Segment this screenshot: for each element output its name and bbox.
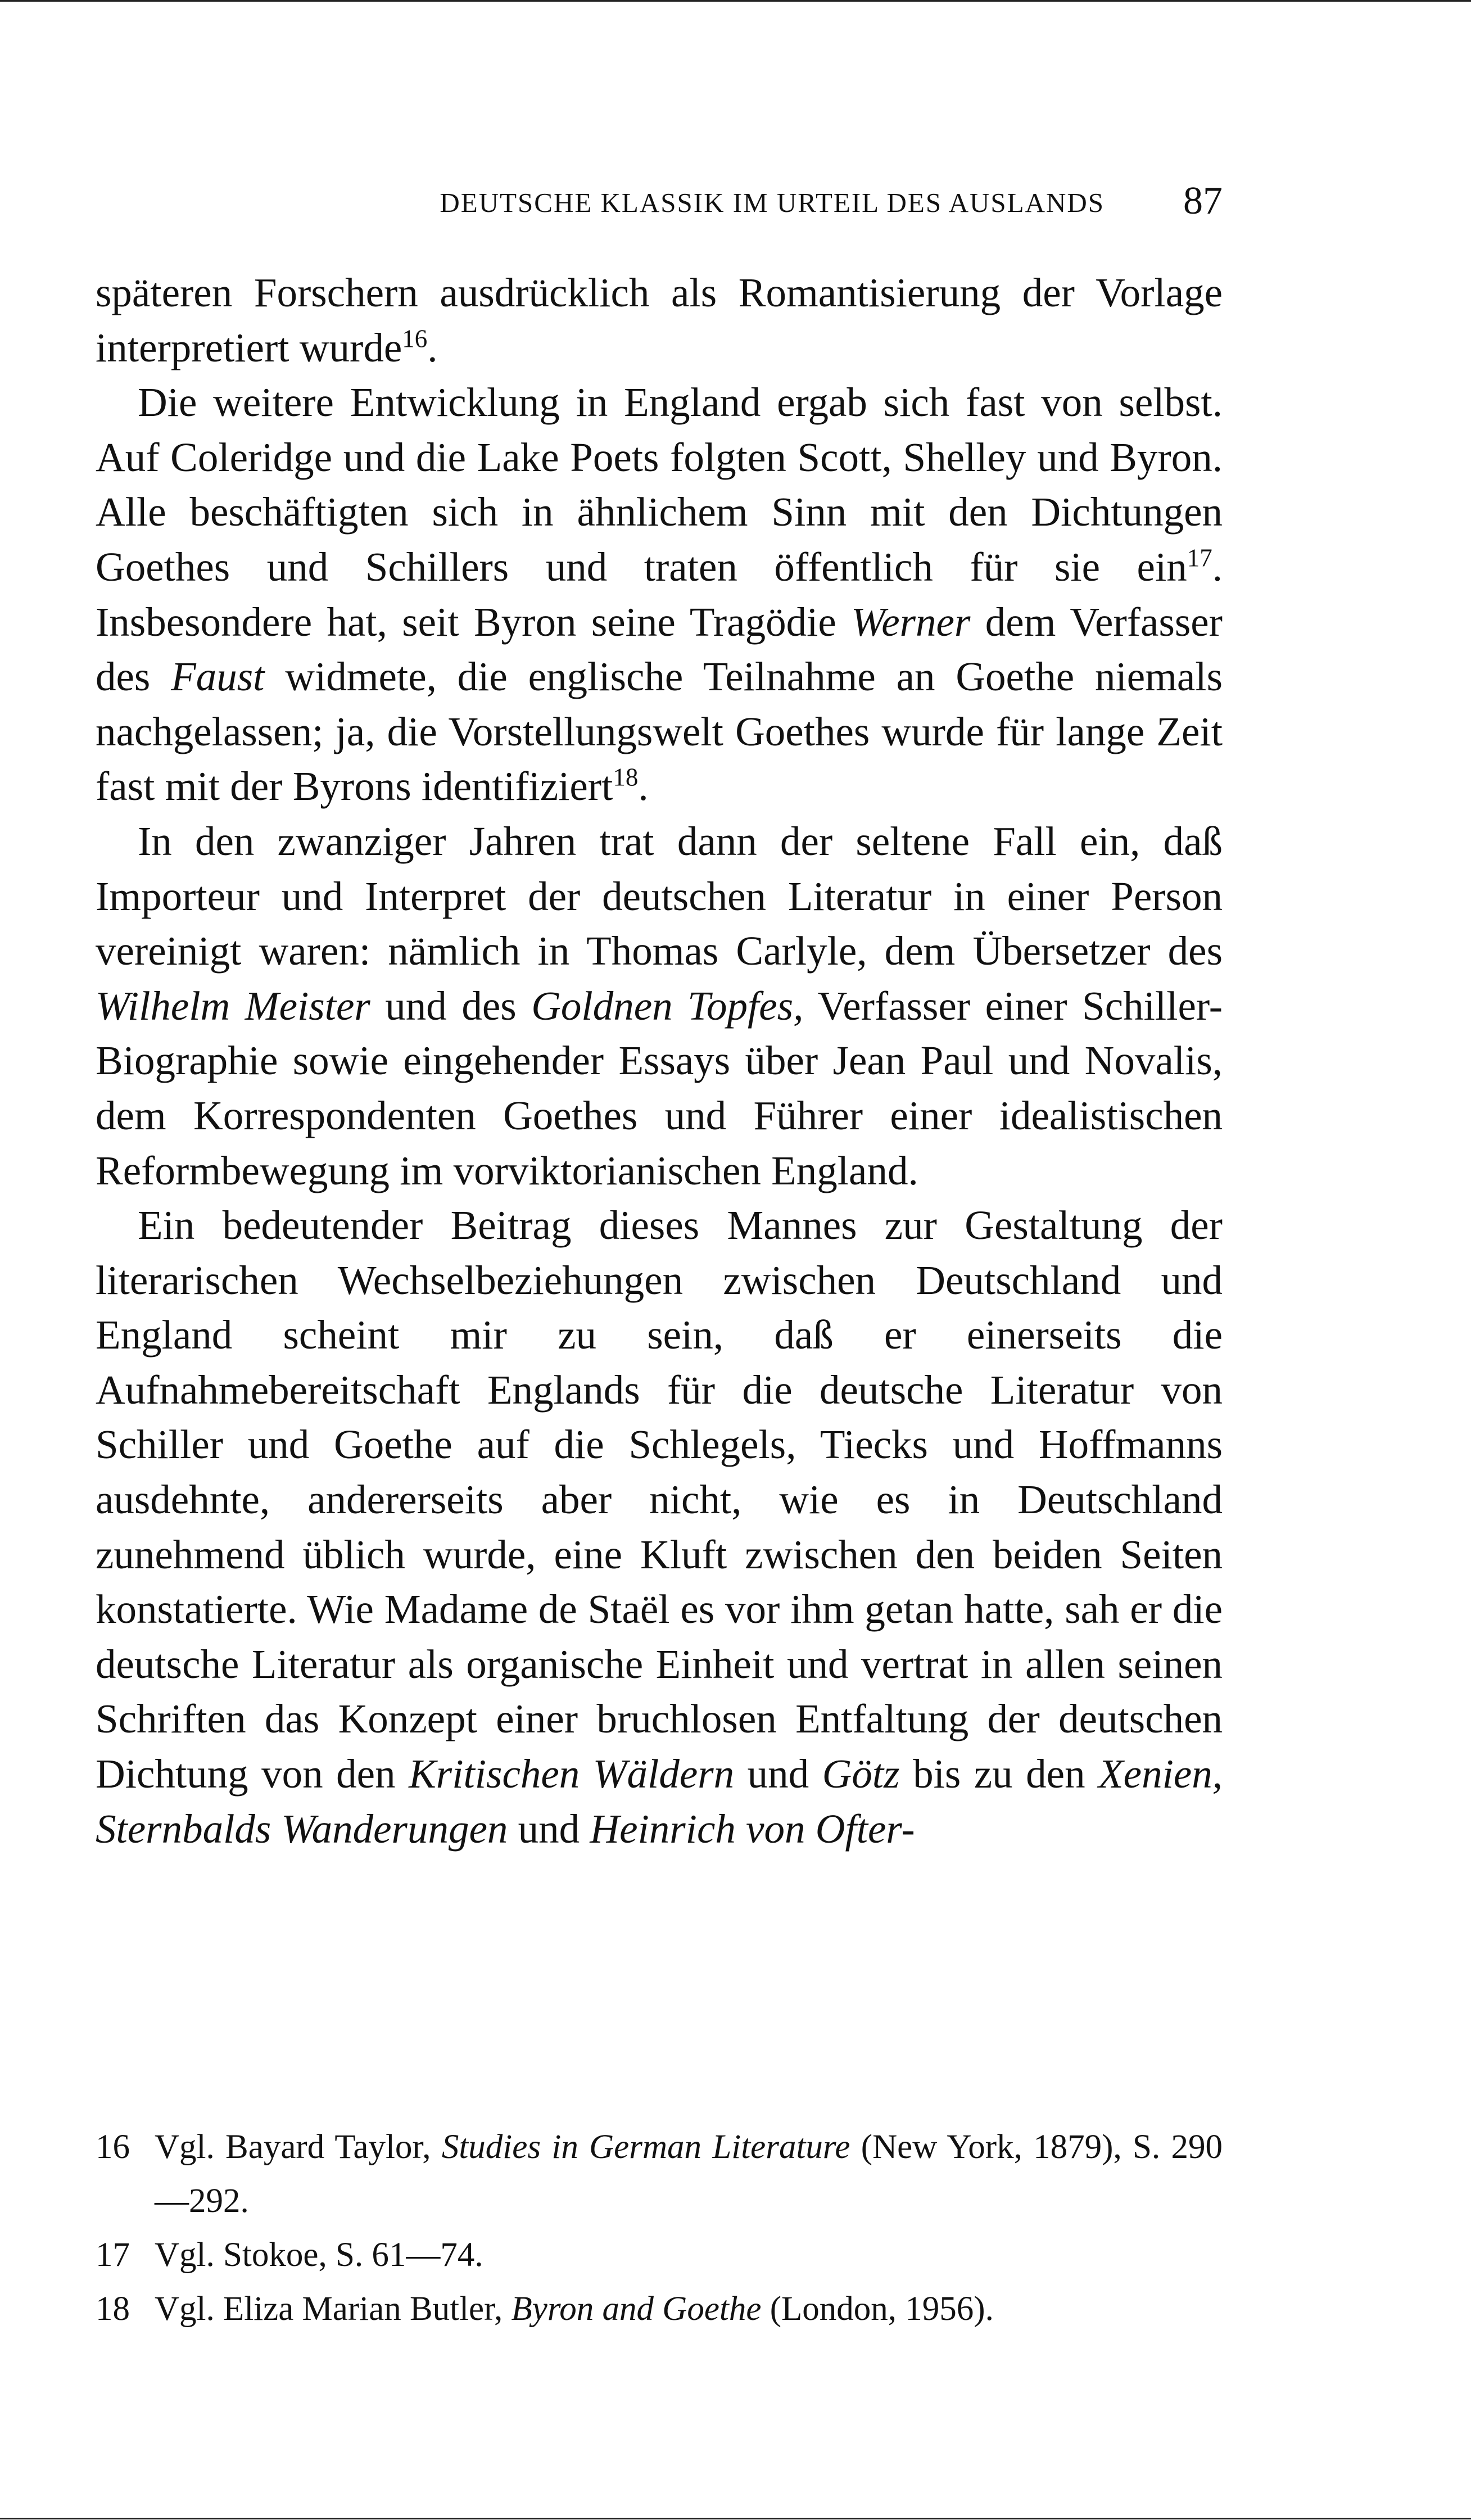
- footnote-number: 16: [96, 2128, 130, 2166]
- title-goetz: Götz: [822, 1751, 900, 1797]
- footnote-ref-18: 18: [613, 763, 639, 792]
- footnote-ref-17: 17: [1187, 544, 1212, 572]
- page-header: [96, 179, 1223, 224]
- paragraph-4: Ein bedeutender Beitrag dieses Mannes zur Gestaltung der literarischen Wechselbeziehungen zwischen Deutschland und England scheint mir zu sein, daß er einerseits die Aufnahmebereitschaft Englands für die deutsche Literatur von Schiller und Goethe auf die Schlegels, Tiecks und Hoffmanns ausdehnte, andererseits aber nicht, wie es in Deutschland zunehmend üblich wurde, eine Kluft zwischen den beiden Seiten konstatierte. Wie Madame de Staël es vor ihm getan hatte, sah er die deutsche Literatur als organische Einheit und vertrat in allen seinen Schriften das Konzept einer bruchlosen Entfaltung der deutschen Dichtung von den Kritischen Wäldern und Götz bis zu den Xenien, Sternbalds Wanderungen und Heinrich von Ofter-: [96, 1202, 1223, 1852]
- title-kritischen-waeldern: Kritischen Wäldern: [409, 1751, 735, 1797]
- page-number: 87: [1183, 179, 1223, 223]
- bottom-edge-line: [0, 2518, 1471, 2519]
- footnotes: [96, 2120, 1223, 2336]
- title-werner: Werner: [851, 599, 971, 645]
- footnote-18: 18 Vgl. Eliza Marian Butler, Byron and Goethe (London, 1956).: [96, 2282, 1223, 2336]
- title-goldnen-topfes: Goldnen Topfes,: [531, 983, 804, 1029]
- footnote-ref-16: 16: [402, 324, 428, 353]
- paragraph-3: In den zwanziger Jahren trat dann der seltene Fall ein, daß Importeur und Interpret der deutschen Literatur in einer Person vereinigt waren: nämlich in Thomas Carlyle, dem Übersetzer des Wilhelm Meister und des Goldnen Topfes, Verfasser einer Schiller-Biographie sowie eingehender Essays über Jean Paul und Novalis, dem Korrespondenten Goethes und Führer einer idealistischen Reformbewegung im vorviktorianischen England.: [96, 818, 1223, 1193]
- title-wilhelm-meister: Wilhelm Meister: [96, 983, 370, 1029]
- footnote-number: 17: [96, 2236, 130, 2274]
- body-text: [96, 265, 1223, 1856]
- title-xenien-sternbald: Xenien, Sternbalds Wanderungen: [96, 1751, 1223, 1852]
- running-head: DEUTSCHE KLASSIK IM URTEIL DES AUSLANDS: [440, 187, 1105, 218]
- footnote-16: 16 Vgl. Bayard Taylor, Studies in German Literature (New York, 1879), S. 290—292.: [96, 2120, 1223, 2228]
- top-edge-line: [0, 0, 1471, 2]
- title-heinrich-von-ofter: Heinrich von Ofter-: [590, 1806, 915, 1852]
- paragraph-2: Die weitere Entwicklung in England ergab sich fast von selbst. Auf Coleridge und die Lake Poets folgten Scott, Shelley und Byron. Alle beschäftigten sich in ähnlichem Sinn mit den Dichtungen Goethes und Schillers und traten öffentlich für sie ein$^{17}$. Insbesondere hat, seit Byron seine Tragödie Werner dem Verfasser des Faust widmete, die englische Teilnahme an Goethe niemals nachgelassen; ja, die Vorstellungswelt Goethes wurde für lange Zeit fast mit der Byrons identifiziert$^{18}$.: [96, 379, 1223, 809]
- paragraph-1: späteren Forschern ausdrücklich als Romantisierung der Vorlage interpretiert wurde$^{16}$.: [96, 270, 1223, 370]
- footnote-17: 17 Vgl. Stokoe, S. 61—74.: [96, 2228, 1223, 2282]
- footnote-number: 18: [96, 2290, 130, 2328]
- title-faust: Faust: [171, 654, 265, 700]
